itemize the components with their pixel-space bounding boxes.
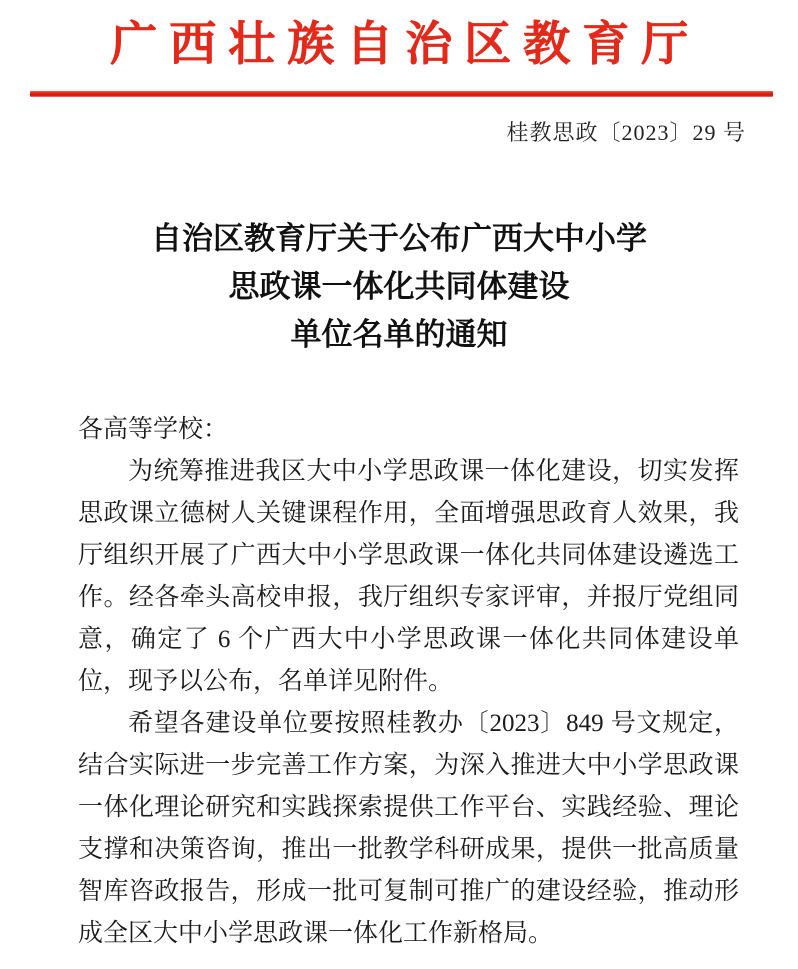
notice-content: [0, 215, 798, 955]
notice-title: [0, 215, 798, 359]
notice-title-line-1: 自治区教育厅关于公布广西大中小学: [151, 220, 647, 256]
notice-body: [78, 409, 739, 955]
notice-title-line-3: 单位名单的通知: [290, 316, 508, 352]
salutation: 各高等学校：: [78, 415, 229, 443]
letterhead: [0, 0, 798, 147]
paragraph-1: 为统筹推进我区大中小学思政课一体化建设，切实发挥思政课立德树人关键课程作用，全面增强思政育人效果，我厅组织开展了广西大中小学思政课一体化共同体建设遴选工作。经各牵头高校申报，我厅组织专家评审，并报厅党组同意，确定了 6 个广西大中小学思政课一体化共同体建设单位，现予以公布，名单详见附件。: [78, 457, 739, 695]
paragraph-2: 希望各建设单位要按照桂教办〔2023〕849 号文规定，结合实际进一步完善工作方案，为深入推进大中小学思政课一体化理论研究和实践探索提供工作平台、实践经验、理论支撑和决策咨询，推出一批教学科研成果，提供一批高质量智库咨政报告，形成一批可复制可推广的建设经验，推动形成全区大中小学思政课一体化工作新格局。: [78, 709, 739, 947]
doc-number: 桂教思政〔2023〕29 号: [506, 119, 746, 145]
notice-title-line-2: 思政课一体化共同体建设: [228, 268, 570, 304]
letterhead-divider: [30, 91, 773, 97]
org-name: 广西壮族自治区教育厅: [110, 19, 700, 71]
